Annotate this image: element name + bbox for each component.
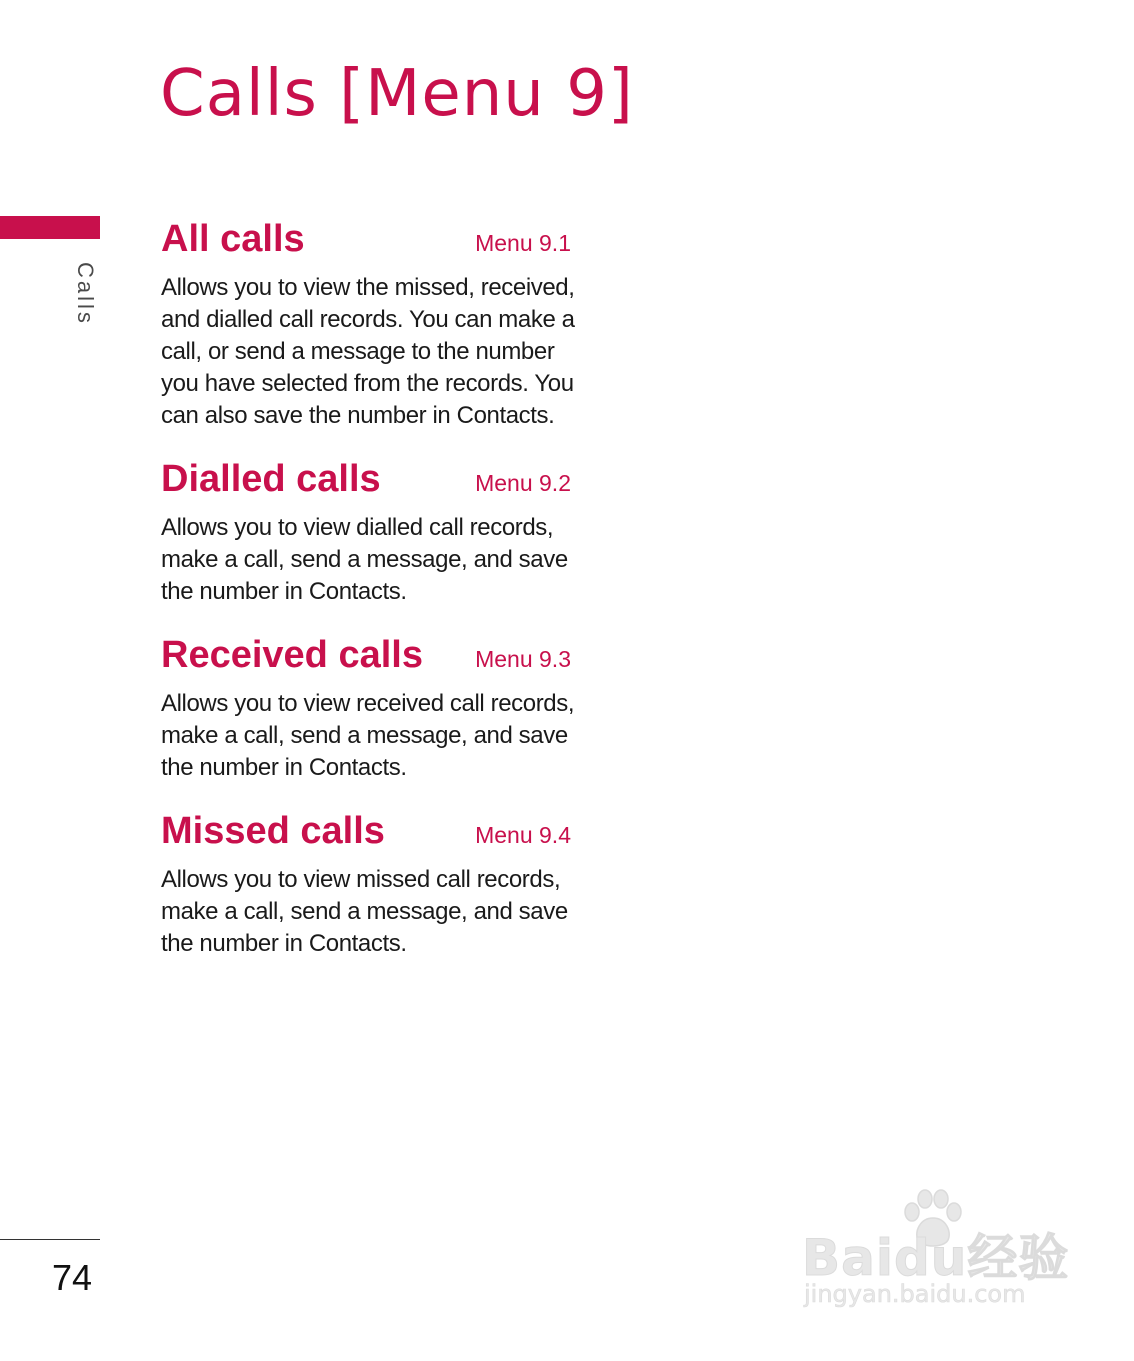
section-description: Allows you to view dialled call records, make a call, send a message, and save the number in Contacts. [161, 514, 568, 605]
page-number: 74 [52, 1257, 93, 1298]
footer-rule [0, 1239, 100, 1240]
section-title: Received calls [161, 634, 423, 676]
page-title: Calls [Menu 9] [160, 57, 634, 131]
section-missed-calls [161, 806, 581, 960]
section-header [161, 454, 581, 504]
menu-number: Menu 9.1 [475, 230, 571, 256]
section-header [161, 214, 581, 264]
section-description: Allows you to view the missed, received, and dialled call records. You can make a call, or send a message to the number you have selected from the records. You can also save the number in Contacts. [161, 274, 575, 429]
section-received-calls [161, 630, 581, 784]
side-tab-marker [0, 216, 100, 239]
section-title: All calls [161, 218, 305, 260]
menu-number: Menu 9.4 [475, 822, 571, 848]
side-section-label: Calls [73, 262, 98, 326]
menu-number: Menu 9.3 [475, 646, 571, 672]
section-header [161, 630, 581, 680]
section-all-calls [161, 214, 581, 432]
menu-number: Menu 9.2 [475, 470, 571, 496]
watermark-url: jingyan.baidu.com [804, 1280, 1026, 1308]
baidu-watermark [802, 1188, 1072, 1318]
section-dialled-calls [161, 454, 581, 608]
section-header [161, 806, 581, 856]
section-description: Allows you to view received call records, make a call, send a message, and save the number in Contacts. [161, 690, 575, 781]
section-description: Allows you to view missed call records, make a call, send a message, and save the number in Contacts. [161, 866, 568, 957]
section-title: Missed calls [161, 810, 385, 852]
watermark-brand: Baidu经验 [802, 1229, 1070, 1287]
section-title: Dialled calls [161, 458, 381, 500]
content-column [161, 214, 581, 982]
